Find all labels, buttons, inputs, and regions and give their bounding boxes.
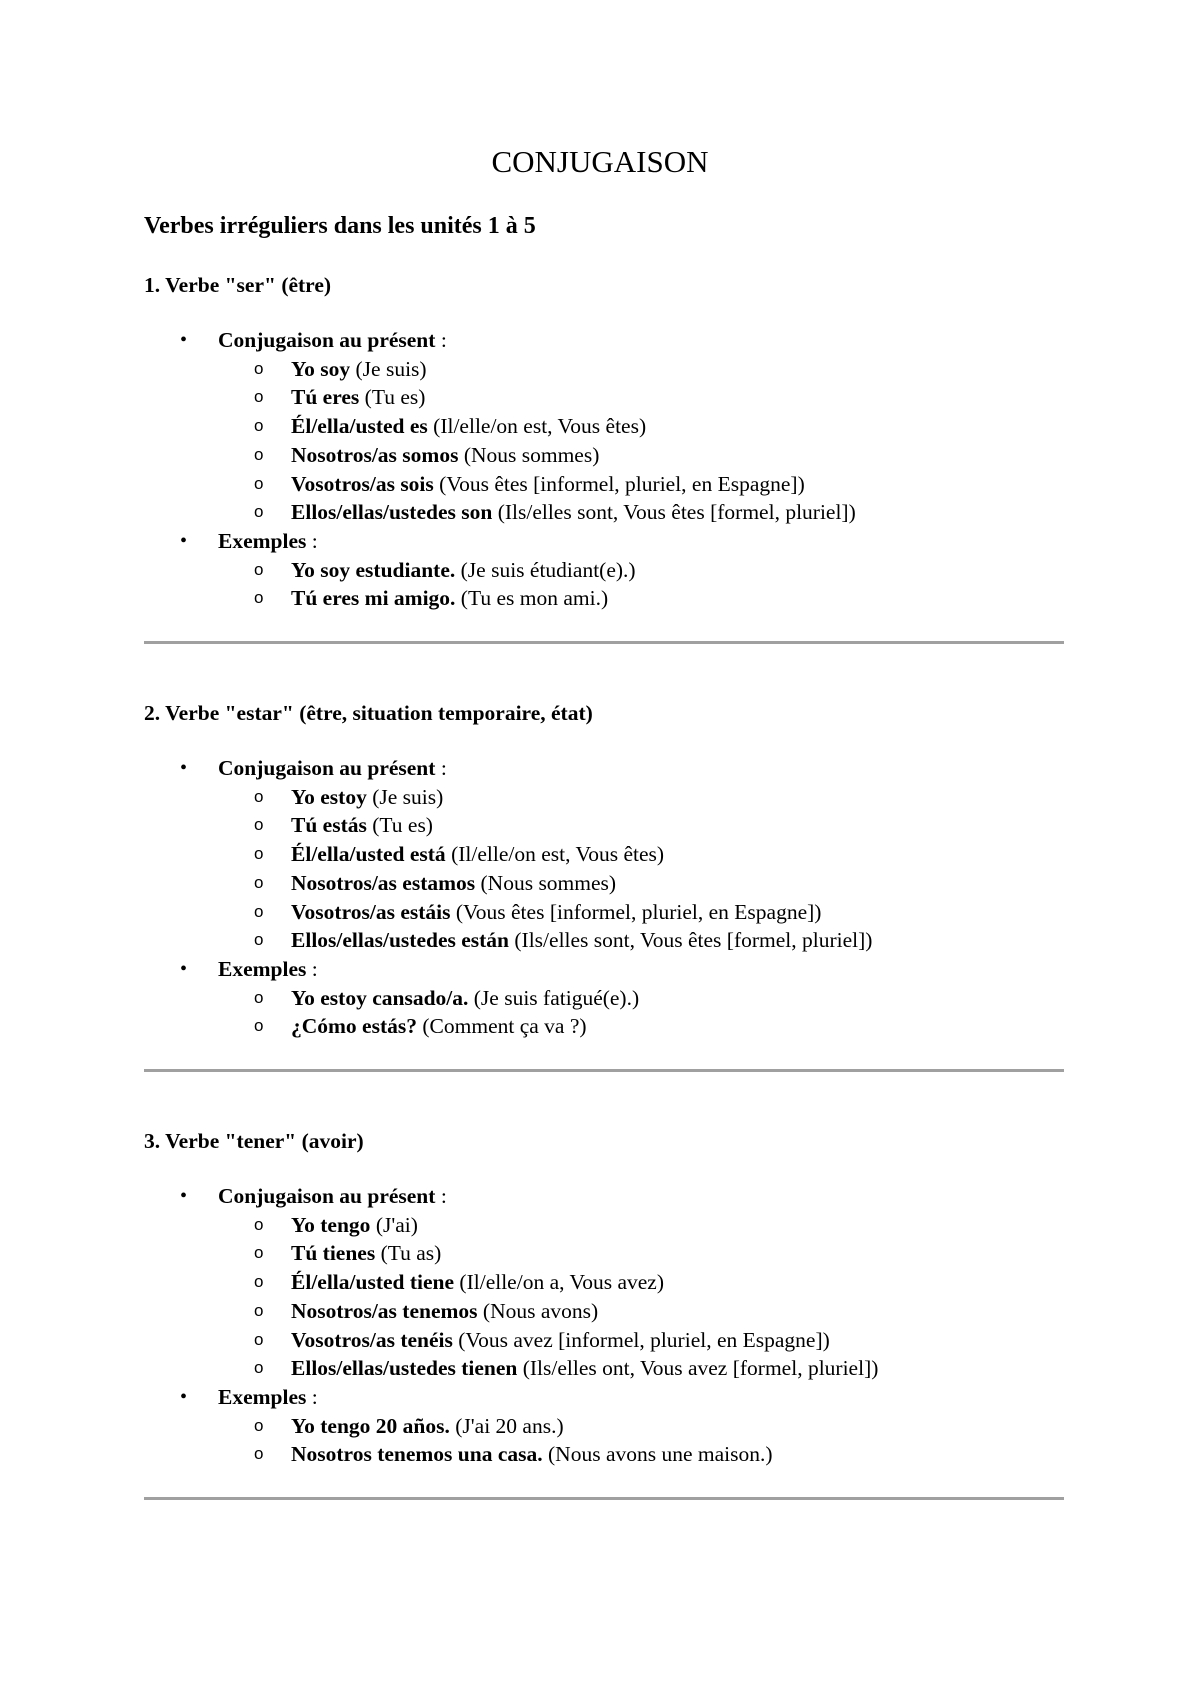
example-french: (Nous avons une maison.) — [548, 1442, 773, 1467]
conjugation-row — [144, 412, 1064, 441]
circle-bullet-icon: o — [254, 815, 264, 835]
section-ser — [144, 270, 1064, 613]
examples-list — [218, 984, 1064, 1041]
conjugation-row — [144, 869, 1064, 898]
section-heading: 3. Verbe "tener" (avoir) — [144, 1129, 364, 1153]
french-translation: (J'ai) — [375, 1212, 418, 1237]
spanish-form: Nosotros/as estamos — [291, 870, 476, 895]
french-translation: (Ils/elles ont, Vous avez [formel, pluriel]) — [522, 1356, 879, 1381]
french-translation: (Il/elle/on est, Vous êtes) — [451, 842, 665, 867]
circle-bullet-icon: o — [254, 358, 264, 378]
conjugation-row — [144, 1211, 1064, 1240]
example-row — [144, 1440, 1064, 1469]
spanish-form: Vosotros/as sois — [291, 471, 434, 496]
circle-bullet-icon: o — [254, 416, 264, 436]
conjugation-row — [144, 1268, 1064, 1297]
circle-bullet-icon: o — [254, 1272, 264, 1292]
bullet-icon: • — [180, 329, 188, 351]
spanish-form: Él/ella/usted tiene — [291, 1270, 455, 1295]
spanish-form: Yo estoy — [291, 784, 367, 809]
example-row — [144, 1012, 1064, 1041]
section-list — [144, 326, 1064, 613]
spanish-form: Vosotros/as tenéis — [291, 1327, 453, 1352]
french-translation: (Nous sommes) — [463, 442, 600, 467]
french-translation: (Tu es) — [372, 813, 433, 838]
example-spanish: Nosotros tenemos una casa. — [291, 1442, 543, 1467]
french-translation: (Ils/elles sont, Vous êtes [formel, pluriel]) — [497, 500, 856, 525]
list-item-conjugation: • Conjugaison au présent : o Yo tengo (J'ai) o Tú tienes (Tu as) o Él/ella/usted tiene (Il/elle/on a, Vous avez) o Nosotros/as tenemos (Nous avons) o Vosotros/as tenéis (Vous avez [informel, pluriel, en Espagne]) o Ellos/ellas/ustedes tienen (Ils/elles ont, Vous avez [formel, pluriel]) — [144, 1182, 1064, 1383]
circle-bullet-icon: o — [254, 387, 264, 407]
examples-list — [218, 556, 1064, 613]
french-translation: (Je suis) — [372, 784, 444, 809]
french-translation: (Nous sommes) — [480, 870, 617, 895]
section-heading: 1. Verbe "ser" (être) — [144, 273, 332, 297]
conjugation-list — [218, 1211, 1064, 1383]
conjugation-label: Conjugaison au présent — [218, 756, 436, 780]
example-row — [144, 584, 1064, 613]
examples-label: Exemples — [218, 956, 307, 981]
section-heading: 2. Verbe "estar" (être, situation temporaire, état) — [144, 701, 593, 725]
examples-label: Exemples — [218, 1384, 307, 1409]
spanish-form: Tú estás — [291, 813, 367, 838]
example-french: (J'ai 20 ans.) — [455, 1413, 564, 1438]
page-subtitle: Verbes irréguliers dans les unités 1 à 5 — [144, 213, 536, 239]
conjugation-row — [144, 1239, 1064, 1268]
french-translation: (Ils/elles sont, Vous êtes [formel, pluriel]) — [514, 928, 873, 953]
circle-bullet-icon: o — [254, 1358, 264, 1378]
circle-bullet-icon: o — [254, 1444, 264, 1464]
example-french: (Tu es mon ami.) — [460, 586, 609, 611]
conjugation-row — [144, 811, 1064, 840]
french-translation: (Il/elle/on a, Vous avez) — [459, 1270, 665, 1295]
conjugation-row — [144, 383, 1064, 412]
section-tener — [144, 1126, 1064, 1469]
conjugation-label: Conjugaison au présent — [218, 1184, 436, 1208]
circle-bullet-icon: o — [254, 872, 264, 892]
french-translation: (Vous êtes [informel, pluriel, en Espagne]) — [455, 899, 822, 924]
circle-bullet-icon: o — [254, 1016, 264, 1036]
french-translation: (Il/elle/on est, Vous êtes) — [433, 414, 647, 439]
spanish-form: Yo soy — [291, 356, 351, 381]
list-item-conjugation: • Conjugaison au présent : o Yo soy (Je suis) o Tú eres (Tu es) o Él/ella/usted es (Il/elle/on est, Vous êtes) o Nosotros/as somos (Nous sommes) o Vosotros/as sois (Vous êtes [informel, pluriel, en Espagne]) o Ellos/ellas/ustedes son (Ils/elles sont, Vous êtes [formel, pluriel]) — [144, 326, 1064, 527]
conjugation-row — [144, 470, 1064, 499]
conjugation-row — [144, 898, 1064, 927]
spanish-form: Tú tienes — [291, 1241, 376, 1266]
bullet-icon: • — [180, 757, 188, 779]
spanish-form: Yo tengo — [291, 1212, 371, 1237]
french-translation: (Je suis) — [355, 356, 427, 381]
conjugation-row — [144, 1354, 1064, 1383]
spanish-form: Nosotros/as tenemos — [291, 1298, 478, 1323]
circle-bullet-icon: o — [254, 987, 264, 1007]
circle-bullet-icon: o — [254, 502, 264, 522]
conjugation-row — [144, 441, 1064, 470]
spanish-form: Ellos/ellas/ustedes tienen — [291, 1356, 518, 1381]
conjugation-row — [144, 1326, 1064, 1355]
section-estar — [144, 698, 1064, 1041]
list-item-examples: • Exemples : o Yo estoy cansado/a. (Je suis fatigué(e).) o ¿Cómo estás? (Comment ça va ?) — [144, 955, 1064, 1041]
circle-bullet-icon: o — [254, 588, 264, 608]
french-translation: (Tu as) — [380, 1241, 442, 1266]
circle-bullet-icon: o — [254, 786, 264, 806]
bullet-icon: • — [180, 957, 188, 980]
conjugation-row — [144, 926, 1064, 955]
example-row — [144, 984, 1064, 1013]
list-item-examples: • Exemples : o Yo soy estudiante. (Je suis étudiant(e).) o Tú eres mi amigo. (Tu es mon ami.) — [144, 527, 1064, 613]
spanish-form: Ellos/ellas/ustedes son — [291, 500, 493, 525]
conjugation-row — [144, 355, 1064, 384]
french-translation: (Vous avez [informel, pluriel, en Espagne]) — [458, 1327, 830, 1352]
spanish-form: Ellos/ellas/ustedes están — [291, 928, 510, 953]
examples-list — [218, 1412, 1064, 1469]
spanish-form: Él/ella/usted es — [291, 414, 428, 439]
bullet-icon: • — [180, 529, 188, 552]
conjugation-row — [144, 498, 1064, 527]
example-row — [144, 1412, 1064, 1441]
horizontal-divider — [144, 1069, 1064, 1072]
spanish-form: Tú eres — [291, 385, 360, 410]
page-title: CONJUGAISON — [491, 144, 709, 179]
example-row — [144, 556, 1064, 585]
circle-bullet-icon: o — [254, 444, 264, 464]
circle-bullet-icon: o — [254, 901, 264, 921]
circle-bullet-icon: o — [254, 1300, 264, 1320]
example-spanish: Yo estoy cansado/a. — [291, 985, 469, 1010]
example-spanish: Yo soy estudiante. — [291, 557, 456, 582]
example-french: (Je suis fatigué(e).) — [473, 985, 640, 1010]
conjugation-list — [218, 783, 1064, 955]
section-list — [144, 754, 1064, 1041]
circle-bullet-icon: o — [254, 1415, 264, 1435]
list-item-examples: • Exemples : o Yo tengo 20 años. (J'ai 20 ans.) o Nosotros tenemos una casa. (Nous avons une maison.) — [144, 1383, 1064, 1469]
example-spanish: Tú eres mi amigo. — [291, 586, 456, 611]
example-french: (Je suis étudiant(e).) — [460, 557, 636, 582]
example-spanish: ¿Cómo estás? — [291, 1014, 417, 1039]
bullet-icon: • — [180, 1385, 188, 1408]
french-translation: (Tu es) — [364, 385, 426, 410]
bullet-icon: • — [180, 1185, 188, 1207]
example-french: (Comment ça va ?) — [422, 1014, 587, 1039]
conjugation-row — [144, 783, 1064, 812]
horizontal-divider — [144, 1497, 1064, 1500]
french-translation: (Vous êtes [informel, pluriel, en Espagne]) — [439, 471, 805, 496]
list-item-conjugation: • Conjugaison au présent : o Yo estoy (Je suis) o Tú estás (Tu es) o Él/ella/usted está (Il/elle/on est, Vous êtes) o Nosotros/as estamos (Nous sommes) o Vosotros/as estáis (Vous êtes [informel, pluriel, en Espagne]) o Ellos/ellas/ustedes están (Ils/elles sont, Vous êtes [formel, pluriel]) — [144, 754, 1064, 955]
circle-bullet-icon: o — [254, 559, 264, 579]
conjugation-label: Conjugaison au présent — [218, 328, 436, 352]
conjugation-row — [144, 840, 1064, 869]
spanish-form: Vosotros/as estáis — [291, 899, 451, 924]
circle-bullet-icon: o — [254, 1214, 264, 1234]
conjugation-list — [218, 355, 1064, 527]
spanish-form: Nosotros/as somos — [291, 442, 459, 467]
examples-label: Exemples — [218, 528, 307, 553]
example-spanish: Yo tengo 20 años. — [291, 1413, 450, 1438]
circle-bullet-icon: o — [254, 473, 264, 493]
horizontal-divider — [144, 641, 1064, 644]
circle-bullet-icon: o — [254, 1243, 264, 1263]
section-list — [144, 1182, 1064, 1469]
conjugation-row — [144, 1297, 1064, 1326]
spanish-form: Él/ella/usted está — [291, 842, 446, 867]
circle-bullet-icon: o — [254, 930, 264, 950]
french-translation: (Nous avons) — [482, 1298, 599, 1323]
circle-bullet-icon: o — [254, 1329, 264, 1349]
circle-bullet-icon: o — [254, 844, 264, 864]
